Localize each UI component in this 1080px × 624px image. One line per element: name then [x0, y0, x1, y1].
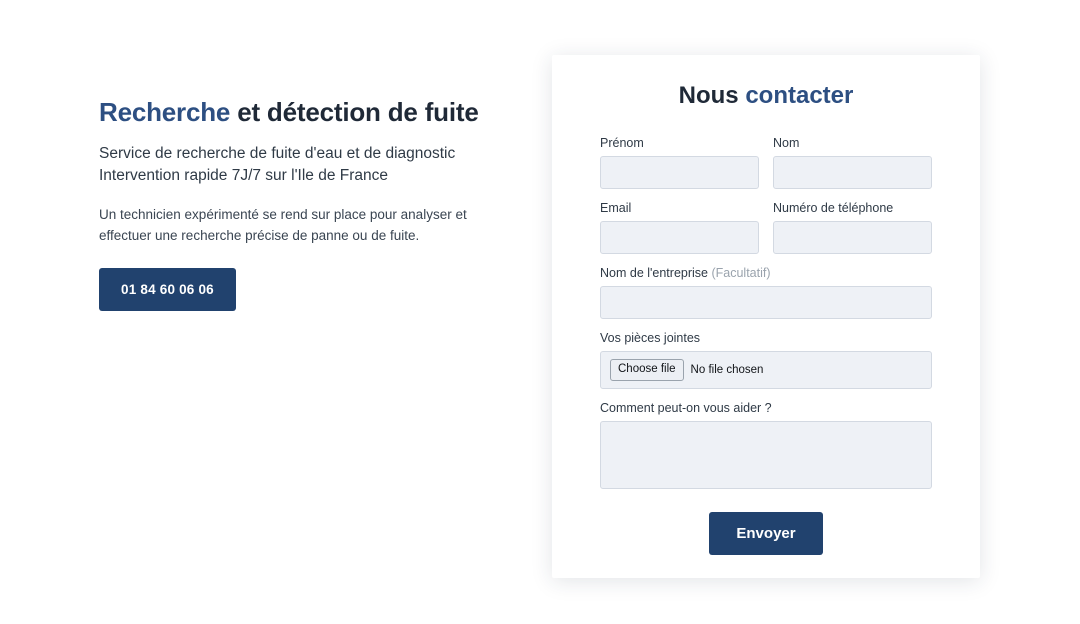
- submit-row: [600, 512, 932, 555]
- email-input[interactable]: [600, 221, 759, 254]
- message-textarea[interactable]: [600, 421, 932, 489]
- contact-form-card: [552, 55, 980, 578]
- subheadline-line-2: Intervention rapide 7J/7 sur l'Ile de France: [99, 166, 389, 184]
- intro-paragraph: Un technicien expérimenté se rend sur place pour analyser et effectuer une recherche précise de panne ou de fuite.: [99, 207, 467, 243]
- company-label: [600, 266, 932, 280]
- contact-form-title-static: Nous: [678, 82, 746, 109]
- file-upload-inner: [610, 359, 922, 381]
- phone-input[interactable]: [773, 221, 932, 254]
- phone-label: Numéro de téléphone: [773, 201, 894, 215]
- firstname-label: Prénom: [600, 136, 644, 150]
- email-label: Email: [600, 201, 632, 215]
- company-input[interactable]: [600, 286, 932, 319]
- contact-form: [552, 136, 980, 555]
- company-label-text: Nom de l'entreprise: [600, 266, 708, 280]
- field-lastname: [773, 136, 932, 189]
- field-message: [600, 401, 932, 489]
- subheadline: [99, 143, 509, 188]
- field-phone: [773, 201, 932, 254]
- company-optional-text: (Facultatif): [711, 266, 771, 280]
- lastname-label: Nom: [773, 136, 800, 150]
- page-title: [99, 96, 509, 129]
- choose-file-button[interactable]: Choose file: [610, 359, 684, 381]
- field-email: [600, 201, 759, 254]
- field-firstname: [600, 136, 759, 189]
- field-company: [600, 266, 932, 319]
- field-attachments: [600, 331, 932, 389]
- phone-call-button[interactable]: 01 84 60 06 06: [99, 268, 236, 311]
- firstname-input[interactable]: [600, 156, 759, 189]
- intro-section: [99, 96, 509, 311]
- file-upload-control[interactable]: [600, 351, 932, 389]
- file-status-text: No file chosen: [690, 363, 764, 376]
- subheadline-line-1: Service de recherche de fuite d'eau et de diagnostic: [99, 144, 456, 162]
- contact-form-title-accent: contacter: [745, 82, 854, 109]
- page-title-rest: et détection de fuite: [230, 97, 479, 127]
- contact-form-title: [552, 82, 980, 110]
- message-label: Comment peut-on vous aider ?: [600, 401, 772, 415]
- contact-row: [600, 201, 932, 266]
- name-row: [600, 136, 932, 201]
- lastname-input[interactable]: [773, 156, 932, 189]
- page-title-accent: Recherche: [99, 97, 231, 127]
- attachments-label: Vos pièces jointes: [600, 331, 701, 345]
- submit-button[interactable]: Envoyer: [709, 512, 822, 555]
